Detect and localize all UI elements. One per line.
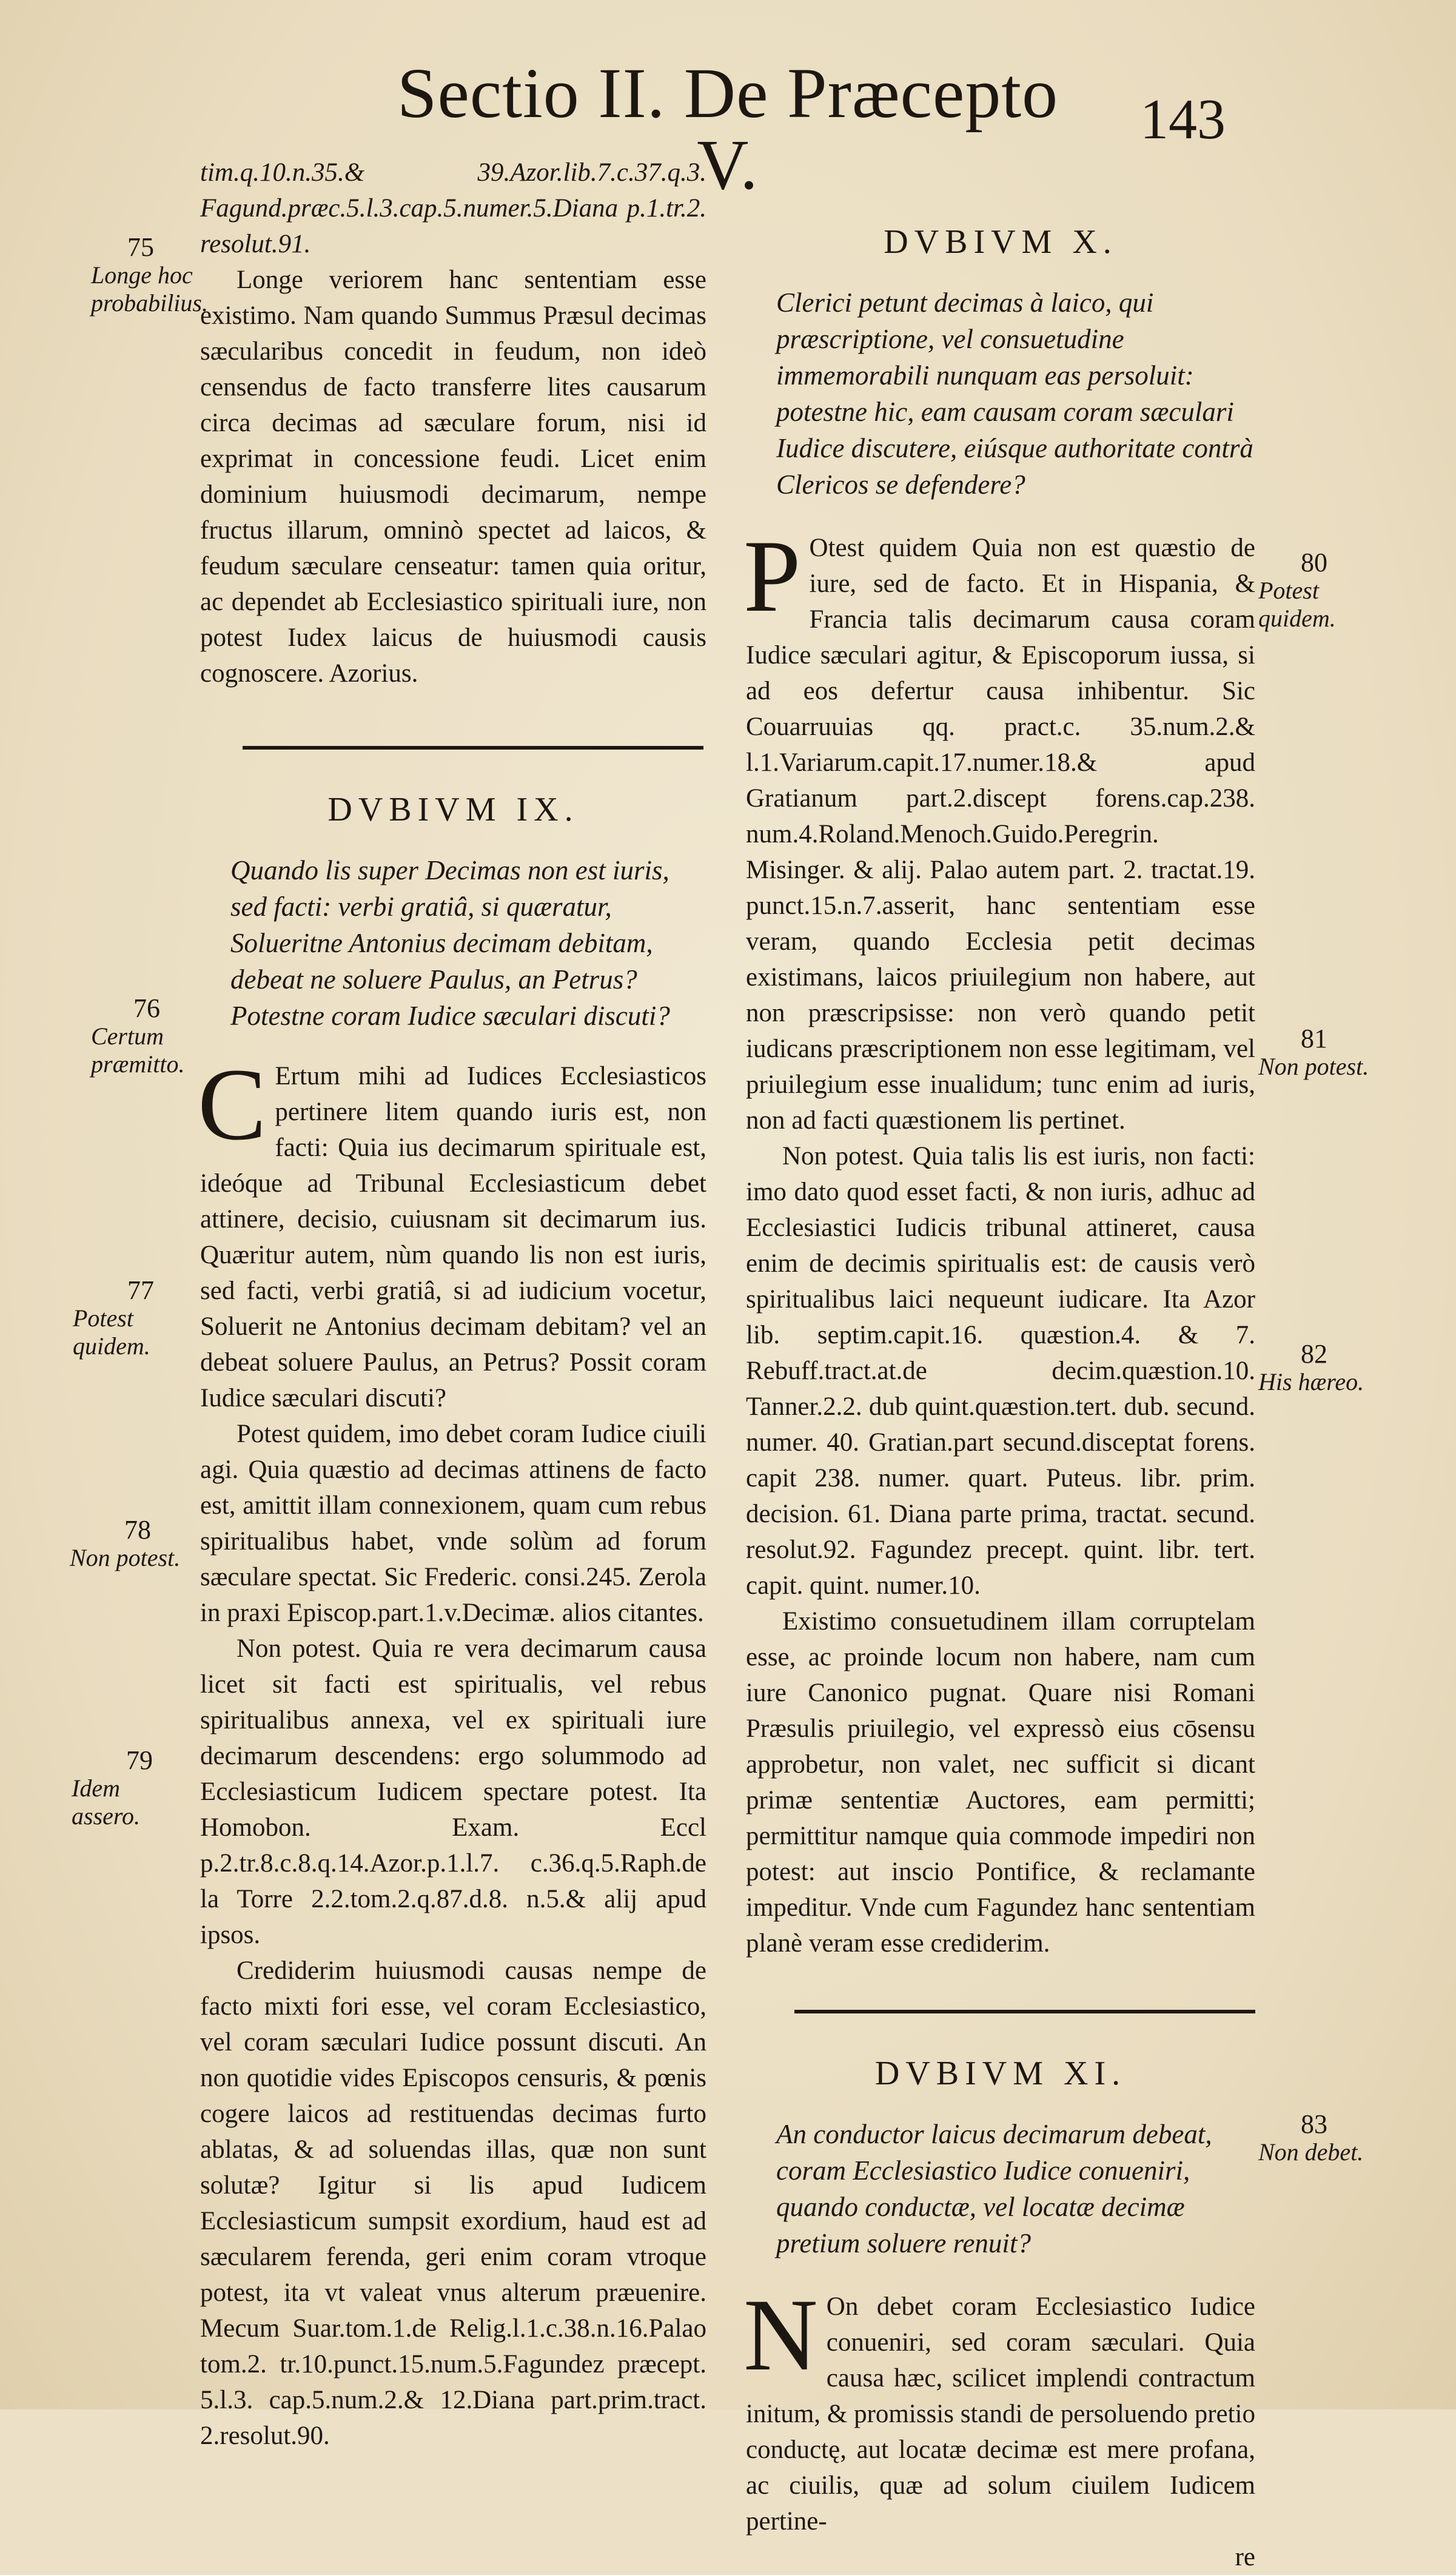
margin-text: Longe hoc probabilius. (91, 261, 208, 317)
margin-note-78 (70, 1516, 197, 1572)
citation-continuation: tim.q.10.n.35.& 39.Azor.lib.7.c.37.q.3. Fagund.præc.5.l.3.cap.5.numer.5.Diana p.1.tr.2. resolut.91. (200, 158, 706, 258)
margin-number: 77 (127, 1275, 154, 1305)
dubium-xi-heading: DVBIVM XI. (874, 2055, 1127, 2092)
paragraph-80-text: Otest quidem Quia non est quæstio de iure, sed de facto. Et in Hispania, & Francia talis decimarum causa coram Iudice sæculari agitur, & Episcoporum iussa, si ad eos defertur causa inhibentur. Sic Couarruuias qq. pract.c. 35.num.2.& l.1.Variarum.capit.17.numer.18.& apud Gratianum part.2.discept forens.cap.238. num.4.Roland.Menoch.Guido.Peregrin. Misinger. & alij. Palao autem part. 2. tractat.19. punct.15.n.7.asserit, hanc sententiam esse veram, quando Ecclesia petit decimas existimans, laicos priuilegium non habere, aut non præscripsisse: non verò quando petit iudicans præscriptionem non esse legitimam, vel priuilegium esse inualidum; tunc enim ad iuris, non ad facti quæstionem lis pertinet. (746, 534, 1255, 1135)
paragraph-75: Longe veriorem hanc sententiam esse existimo. Nam quando Summus Præsul decimas sæcularibus concedit in feudum, non ideò censendus de facto transferre lites causarum circa decimas ad sæculare forum, nisi id exprimat in concessione feudi. Licet enim dominium huiusmodi decimarum, nempe fructus illarum, omninò spectet ad laicos, & feudum sæculare censeatur: tamen quia oritur, ac dependet ab Ecclesiastico spirituali iure, non potest Iudex laicus de huiusmodi causis cognoscere. Azorius. (200, 266, 706, 688)
margin-note-77 (73, 1277, 194, 1360)
margin-note-75 (91, 233, 206, 317)
running-header: Sectio II. De Præcepto V. (397, 53, 1059, 204)
paragraph-77: Potest quidem, imo debet coram Iudice ciuili agi. Quia quæstio ad decimas attinens de facto est, amittit illam connexionem, quam cum rebus spiritualibus habet, vnde solùm ad forum sæculare spectat. Sic Frederic. consi.245. Zerola in praxi Episcop.part.1.v.Decimæ. alios citantes. (200, 1420, 706, 1627)
margin-note-80 (1258, 549, 1380, 633)
margin-number: 82 (1301, 1339, 1327, 1369)
paragraph-76-text: Ertum mihi ad Iudices Ecclesiasticos pertinere litem quando iuris est, non facti: Quia ius decimarum spirituale est, ideóque ad Tribunal Ecclesiasticum debet attinere, decisio, cuiusnam sit decimarum ius. Quæritur autem, nùm quando lis non est iuris, sed facti, verbi gratiâ, si ad iudicium vocetur, Soluerit ne Antonius decimam debitam? vel an debeat soluere Paulus, an Petrus? Possit coram Iudice sæculari discuti? (200, 1062, 706, 1412)
section-rule (794, 2010, 1255, 2013)
margin-note-82 (1258, 1340, 1380, 1396)
dubium-ix-question: Quando lis super Decimas non est iuris, sed facti: verbi gratiâ, si quæratur, Solueritne Antonius decimam debitam, debeat ne soluere Paulus, an Petrus? Potestne coram Iudice sæculari discuti? (230, 855, 670, 1031)
section-rule (243, 746, 703, 750)
drop-capital: N (743, 2278, 818, 2392)
margin-text: Non potest. (1258, 1053, 1369, 1080)
paragraph-76 (198, 1047, 706, 1416)
drop-capital: C (198, 1047, 267, 1161)
margin-number: 80 (1301, 548, 1327, 577)
margin-number: 81 (1301, 1024, 1327, 1053)
margin-text: His hæreo. (1258, 1368, 1364, 1395)
page-number: 143 (1140, 88, 1226, 151)
margin-number: 78 (124, 1515, 151, 1545)
margin-number: 75 (127, 232, 154, 262)
margin-text: Potest quidem. (73, 1304, 150, 1360)
paragraph-80 (743, 519, 1255, 1138)
drop-capital: P (743, 519, 801, 633)
dubium-xi-question: An conductor laicus decimarum debeat, coram Ecclesiastico Iudice conueniri, quando conductæ, vel locatæ decimæ pretium soluere renuit? (776, 2119, 1212, 2258)
right-column (743, 200, 1255, 2575)
paragraph-78: Non potest. Quia re vera decimarum causa licet sit facti est spiritualis, vel rebus spiritualibus annexa, vel ex spirituali iure decimarum descendens: ergo solummodo ad Ecclesiasticum Iudicem spectare potest. Ita Homobon. Exam. Eccl p.2.tr.8.c.8.q.14.Azor.p.1.l.7. c.36.q.5.Raph.de la Torre 2.2.tom.2.q.87.d.8. n.5.& alij apud ipsos. (200, 1634, 706, 1949)
margin-text: Non potest. (70, 1544, 181, 1571)
margin-text: Idem assero. (72, 1774, 140, 1830)
left-column (200, 155, 706, 2454)
margin-number: 76 (133, 993, 160, 1023)
dubium-x-heading: DVBIVM X. (884, 223, 1118, 261)
margin-note-81 (1258, 1025, 1380, 1081)
paragraph-83 (743, 2278, 1255, 2539)
margin-note-79 (72, 1747, 169, 1830)
paragraph-83-text: On debet coram Ecclesiastico Iudice conueniri, sed coram sæculari. Quia causa hæc, scilicet implendi contractum initum, & promissis standi de persoluendo pretio conductę, aut locatæ decimæ est mere profana, ac ciuilis, quæ ad solum ciuilem Iudicem pertine- (746, 2292, 1255, 2536)
margin-note-76 (91, 995, 197, 1078)
margin-number: 79 (126, 1745, 153, 1775)
margin-text: Certum præmitto. (91, 1022, 185, 1078)
dubium-ix-heading: DVBIVM IX. (327, 791, 579, 828)
margin-number: 83 (1301, 2109, 1327, 2139)
margin-text: Non debet. (1258, 2138, 1364, 2166)
catchword: re (1235, 2543, 1255, 2571)
paragraph-79: Crediderim huiusmodi causas nempe de facto mixti fori esse, vel coram Ecclesiastico, vel coram sæculari Iudice possunt discuti. An non quotidie vides Episcopos censuris, & pœnis cogere laicos ad restituendas decimas furto ablatas, & ad soluendas illas, quæ non sunt solutæ? Igitur si lis apud Iudicem Ecclesiasticum sumpsit exordium, haud est ad sæcularem ferenda, geri enim coram vtroque potest, ita vt valeat vnus alterum præuenire. Mecum Suar.tom.1.de Relig.l.1.c.38.n.16.Palao tom.2. tr.10.punct.15.num.5.Fagundez præcept. 5.l.3. cap.5.num.2.& 12.Diana part.prim.tract. 2.resolut.90. (200, 1956, 706, 2450)
paragraph-82: Existimo consuetudinem illam corruptelam esse, ac proinde locum non habere, nam cum iure Canonico pugnat. Quare nisi Romani Præsulis priuilegio, vel expressò eius cōsensu approbetur, non valet, nec sufficit si dicant primæ sententiæ Auctores, eam permitti; permittitur namque quia commode impediri non potest: aut inscio Pontifice, & reclamante impeditur. Vnde cum Fagundez hanc sententiam planè veram esse crediderim. (746, 1607, 1255, 1958)
margin-note-83 (1258, 2110, 1380, 2166)
paragraph-81: Non potest. Quia talis lis est iuris, non facti: imo dato quod esset facti, & non iuris, adhuc ad Ecclesiastici Iudicis tribunal attineret, causa enim de decimis spiritualis est: de causis verò spiritualibus laici nequeunt iudicare. Ita Azor lib. septim.capit.16. quæstion.4. & 7. Rebuff.tract.at.de decim.quæstion.10. Tanner.2.2. dub quint.quæstion.tert. dub. secund. numer. 40. Gratian.part secund.disceptat forens. capit 238. numer. quart. Puteus. libr. prim. decision. 61. Diana parte prima, tractat. secund. resolut.92. Fagundez precept. quint. libr. tert. capit. quint. numer.10. (746, 1142, 1255, 1600)
dubium-x-question: Clerici petunt decimas à laico, qui præscriptione, vel consuetudine immemorabili nunquam eas persoluit: potestne hic, eam causam coram sæculari Iudice discutere, eiúsque authoritate contrà Clericos se defendere? (776, 287, 1253, 500)
margin-text: Potest quidem. (1258, 577, 1336, 632)
